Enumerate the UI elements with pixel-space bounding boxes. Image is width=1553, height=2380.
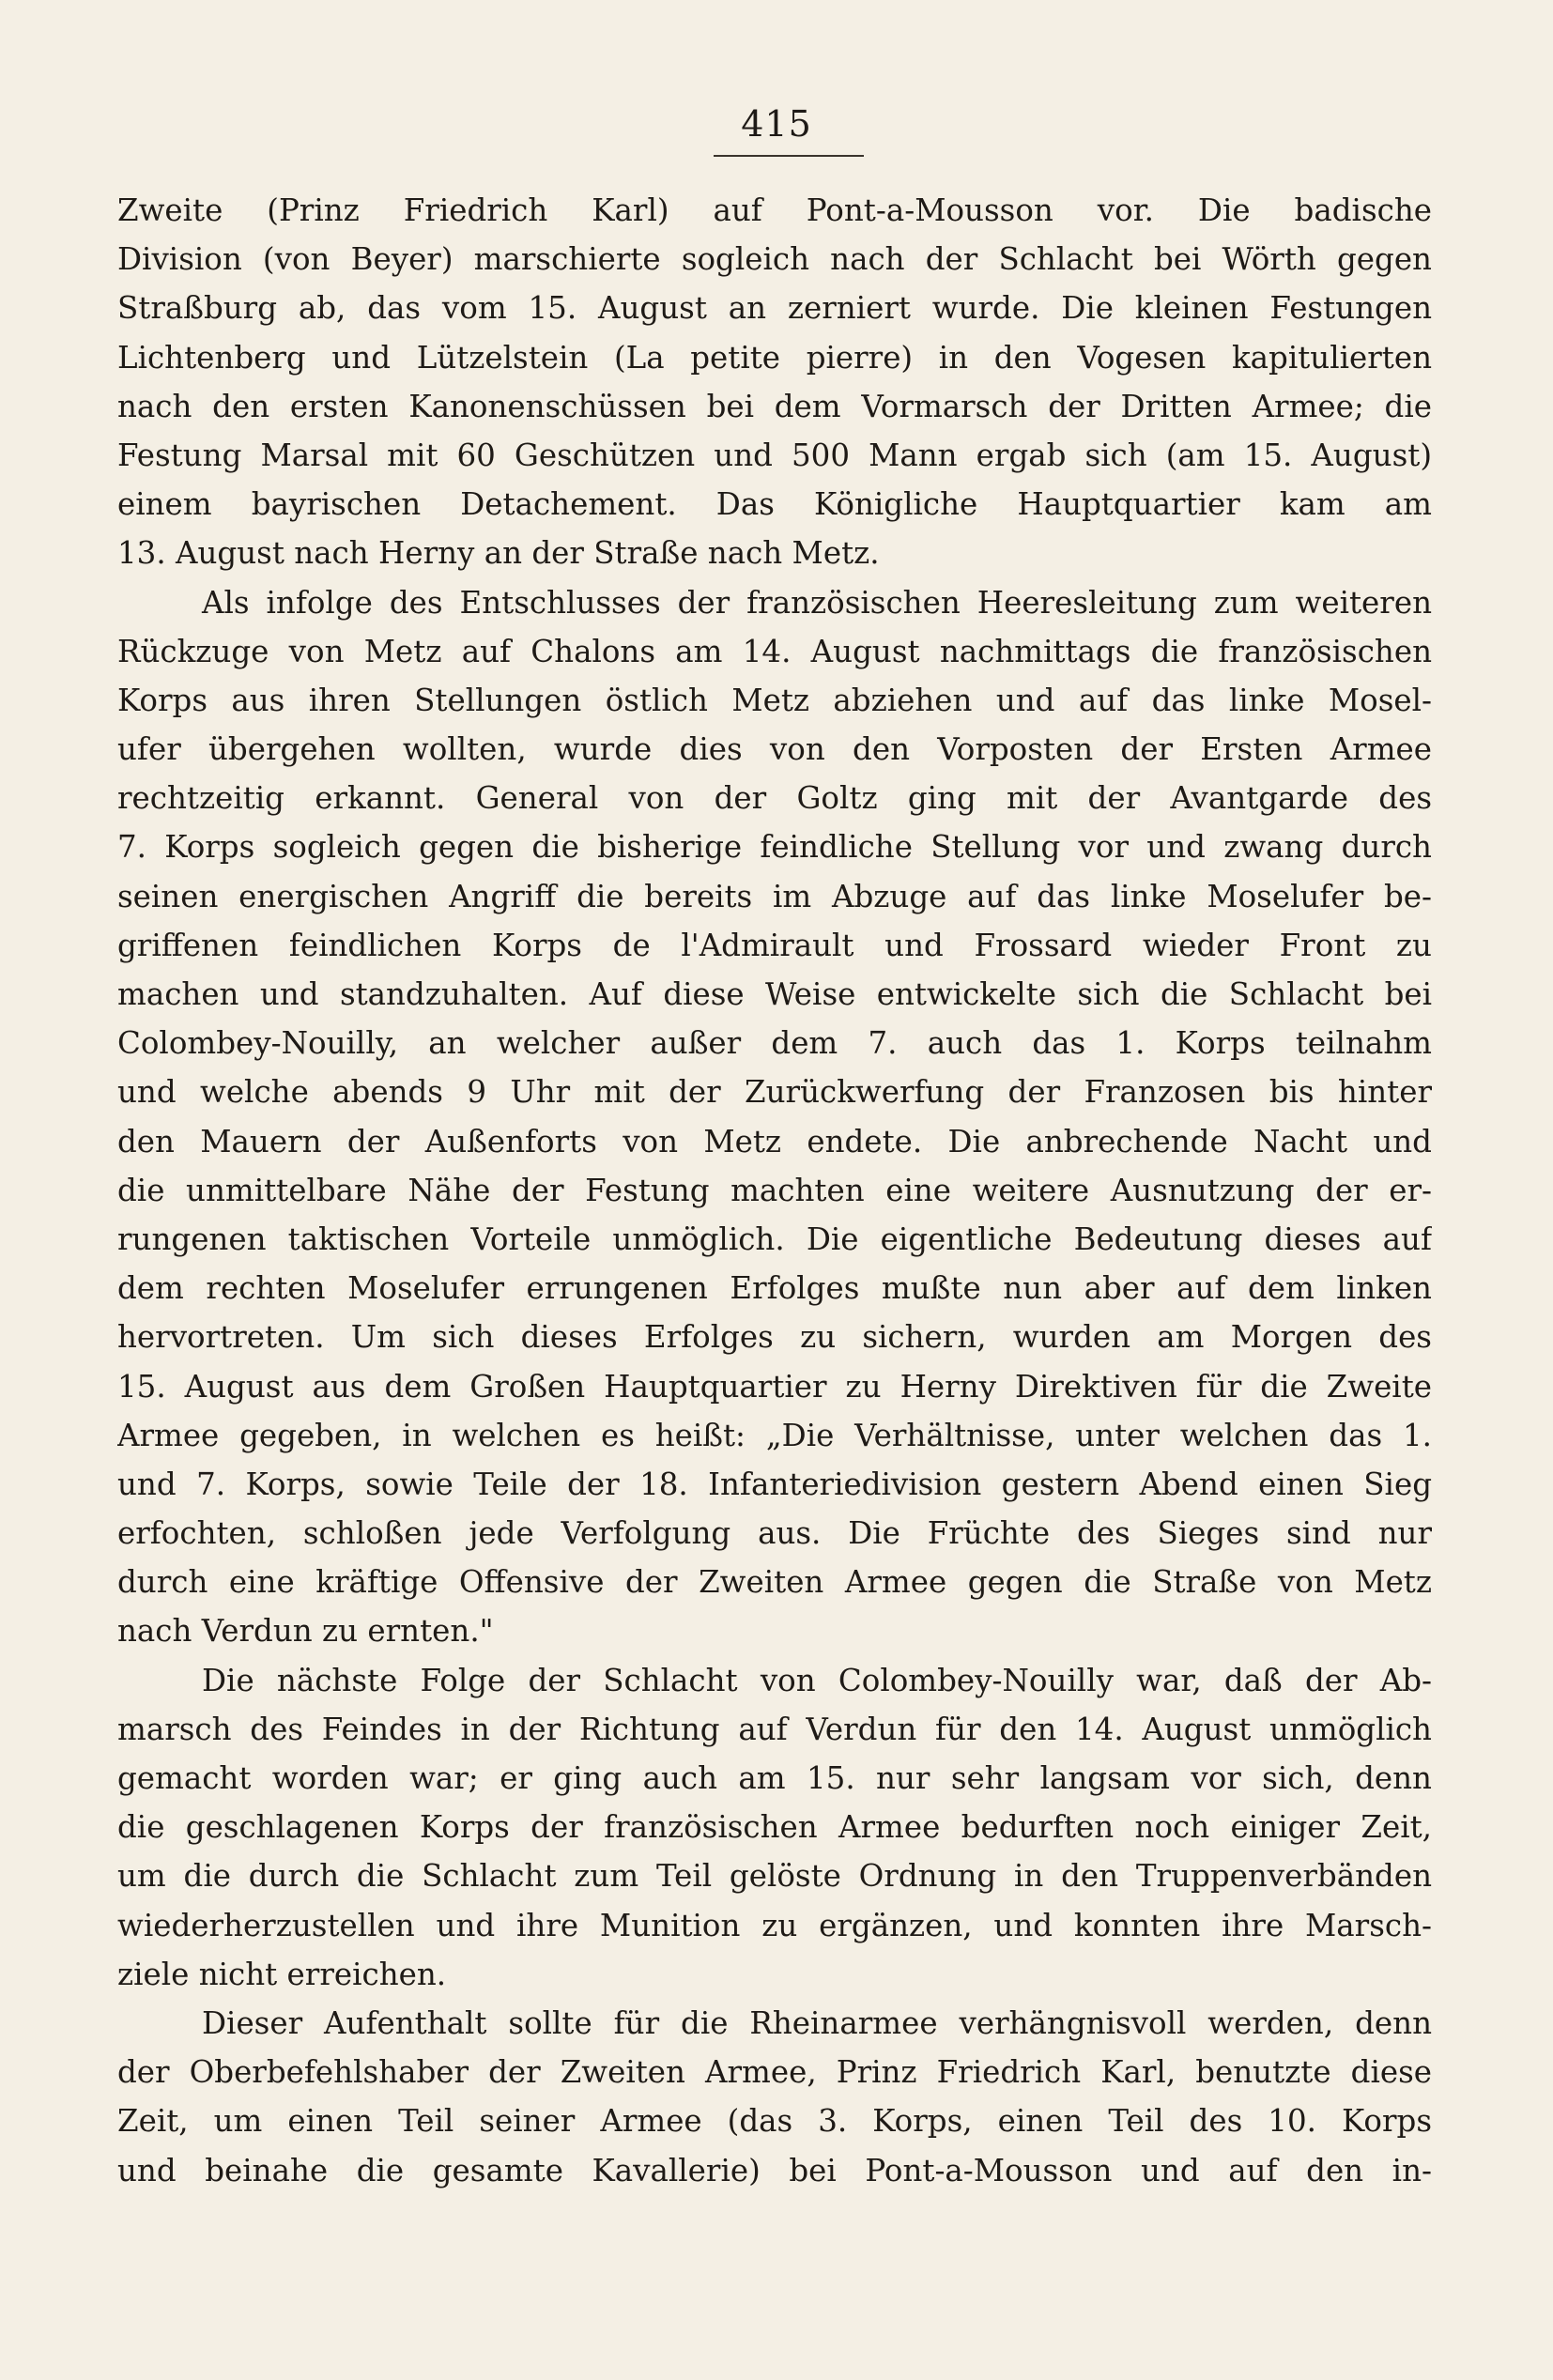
text-line: Zeit, um einen Teil seiner Armee (das 3. Korps, einen Teil des 10. Korps bbox=[117, 2103, 1432, 2140]
text-line: Division (von Beyer) marschierte sogleich nach der Schlacht bei Wörth gegen bbox=[117, 241, 1432, 278]
text-line: wiederherzustellen und ihre Munition zu ergänzen, und konnten ihre Marsch- bbox=[117, 1907, 1432, 1943]
text-line: 13. August nach Herny an der Straße nach Metz. bbox=[117, 535, 880, 572]
text-line: Dieser Aufenthalt sollte für die Rheinarmee verhängnisvoll werden, denn bbox=[202, 2004, 1432, 2041]
text-line: Rückzuge von Metz auf Chalons am 14. August nachmittags die französischen bbox=[117, 633, 1432, 669]
text-line: die unmittelbare Nähe der Festung machten eine weitere Ausnutzung der er- bbox=[117, 1172, 1432, 1208]
text-line: Straßburg ab, das vom 15. August an zerniert wurde. Die kleinen Festungen bbox=[117, 290, 1432, 327]
text-line: und beinahe die gesamte Kavallerie) bei Pont-a-Mousson und auf den in- bbox=[117, 2152, 1432, 2188]
text-line: Die nächste Folge der Schlacht von Colombey-Nouilly war, daß der Ab- bbox=[202, 1662, 1432, 1698]
text-line: und 7. Korps, sowie Teile der 18. Infanteriedivision gestern Abend einen Sieg bbox=[117, 1466, 1432, 1502]
text-line: ufer übergehen wollten, wurde dies von den Vorposten der Ersten Armee bbox=[117, 731, 1432, 768]
text-line: griffenen feindlichen Korps de l'Admirault und Frossard wieder Front zu bbox=[117, 927, 1432, 963]
text-line: um die durch die Schlacht zum Teil gelöste Ordnung in den Truppenverbänden bbox=[117, 1858, 1432, 1895]
text-line: Lichtenberg und Lützelstein (La petite pierre) in den Vogesen kapitulierten bbox=[117, 339, 1432, 376]
text-line: Festung Marsal mit 60 Geschützen und 500 Mann ergab sich (am 15. August) bbox=[117, 437, 1432, 473]
text-line: ziele nicht erreichen. bbox=[117, 1956, 447, 1992]
page-number: 415 bbox=[741, 103, 812, 145]
text-line: Armee gegeben, in welchen es heißt: „Die Verhältnisse, unter welchen das 1. bbox=[117, 1417, 1432, 1453]
text-line: rechtzeitig erkannt. General von der Goltz ging mit der Avantgarde des bbox=[117, 780, 1432, 817]
text-line: hervortreten. Um sich dieses Erfolges zu sichern, wurden am Morgen des bbox=[117, 1319, 1432, 1356]
text-line: den Mauern der Außenforts von Metz endete. Die anbrechende Nacht und bbox=[117, 1123, 1432, 1159]
text-line: der Oberbefehlshaber der Zweiten Armee, Prinz Friedrich Karl, benutzte diese bbox=[117, 2054, 1432, 2091]
text-line: nach Verdun zu ernten." bbox=[117, 1613, 494, 1650]
text-line: nach den ersten Kanonenschüssen bei dem Vormarsch der Dritten Armee; die bbox=[117, 388, 1432, 424]
text-line: dem rechten Moselufer errungenen Erfolges mußte nun aber auf dem linken bbox=[117, 1270, 1432, 1307]
text-line: gemacht worden war; er ging auch am 15. nur sehr langsam vor sich, denn bbox=[117, 1760, 1432, 1796]
text-line: machen und standzuhalten. Auf diese Weise entwickelte sich die Schlacht bei bbox=[117, 976, 1432, 1012]
text-line: 15. August aus dem Großen Hauptquartier zu Herny Direktiven für die Zweite bbox=[117, 1368, 1432, 1405]
text-line: Korps aus ihren Stellungen östlich Metz abziehen und auf das linke Mosel- bbox=[117, 682, 1432, 718]
text-line: die geschlagenen Korps der französischen Armee bedurften noch einiger Zeit, bbox=[117, 1809, 1432, 1846]
text-line: einem bayrischen Detachement. Das Königliche Hauptquartier kam am bbox=[117, 486, 1432, 523]
header-rule bbox=[714, 155, 864, 157]
text-line: Als infolge des Entschlusses der französischen Heeresleitung zum weiteren bbox=[202, 584, 1432, 621]
text-line: seinen energischen Angriff die bereits im Abzuge auf das linke Moselufer be- bbox=[117, 878, 1432, 914]
text-line: Colombey-Nouilly, an welcher außer dem 7. auch das 1. Korps teilnahm bbox=[117, 1025, 1432, 1062]
text-line: marsch des Feindes in der Richtung auf Verdun für den 14. August unmöglich bbox=[117, 1711, 1432, 1747]
body-text bbox=[117, 186, 1432, 2195]
text-line: 7. Korps sogleich gegen die bisherige feindliche Stellung vor und zwang durch bbox=[117, 829, 1432, 866]
text-line: Zweite (Prinz Friedrich Karl) auf Pont-a-Mousson vor. Die badische bbox=[117, 192, 1432, 228]
text-line: rungenen taktischen Vorteile unmöglich. Die eigentliche Bedeutung dieses auf bbox=[117, 1221, 1432, 1257]
text-line: erfochten, schloßen jede Verfolgung aus. Die Früchte des Sieges sind nur bbox=[117, 1515, 1432, 1552]
text-line: und welche abends 9 Uhr mit der Zurückwerfung der Franzosen bis hinter bbox=[117, 1074, 1432, 1111]
text-line: durch eine kräftige Offensive der Zweiten Armee gegen die Straße von Metz bbox=[117, 1564, 1432, 1601]
